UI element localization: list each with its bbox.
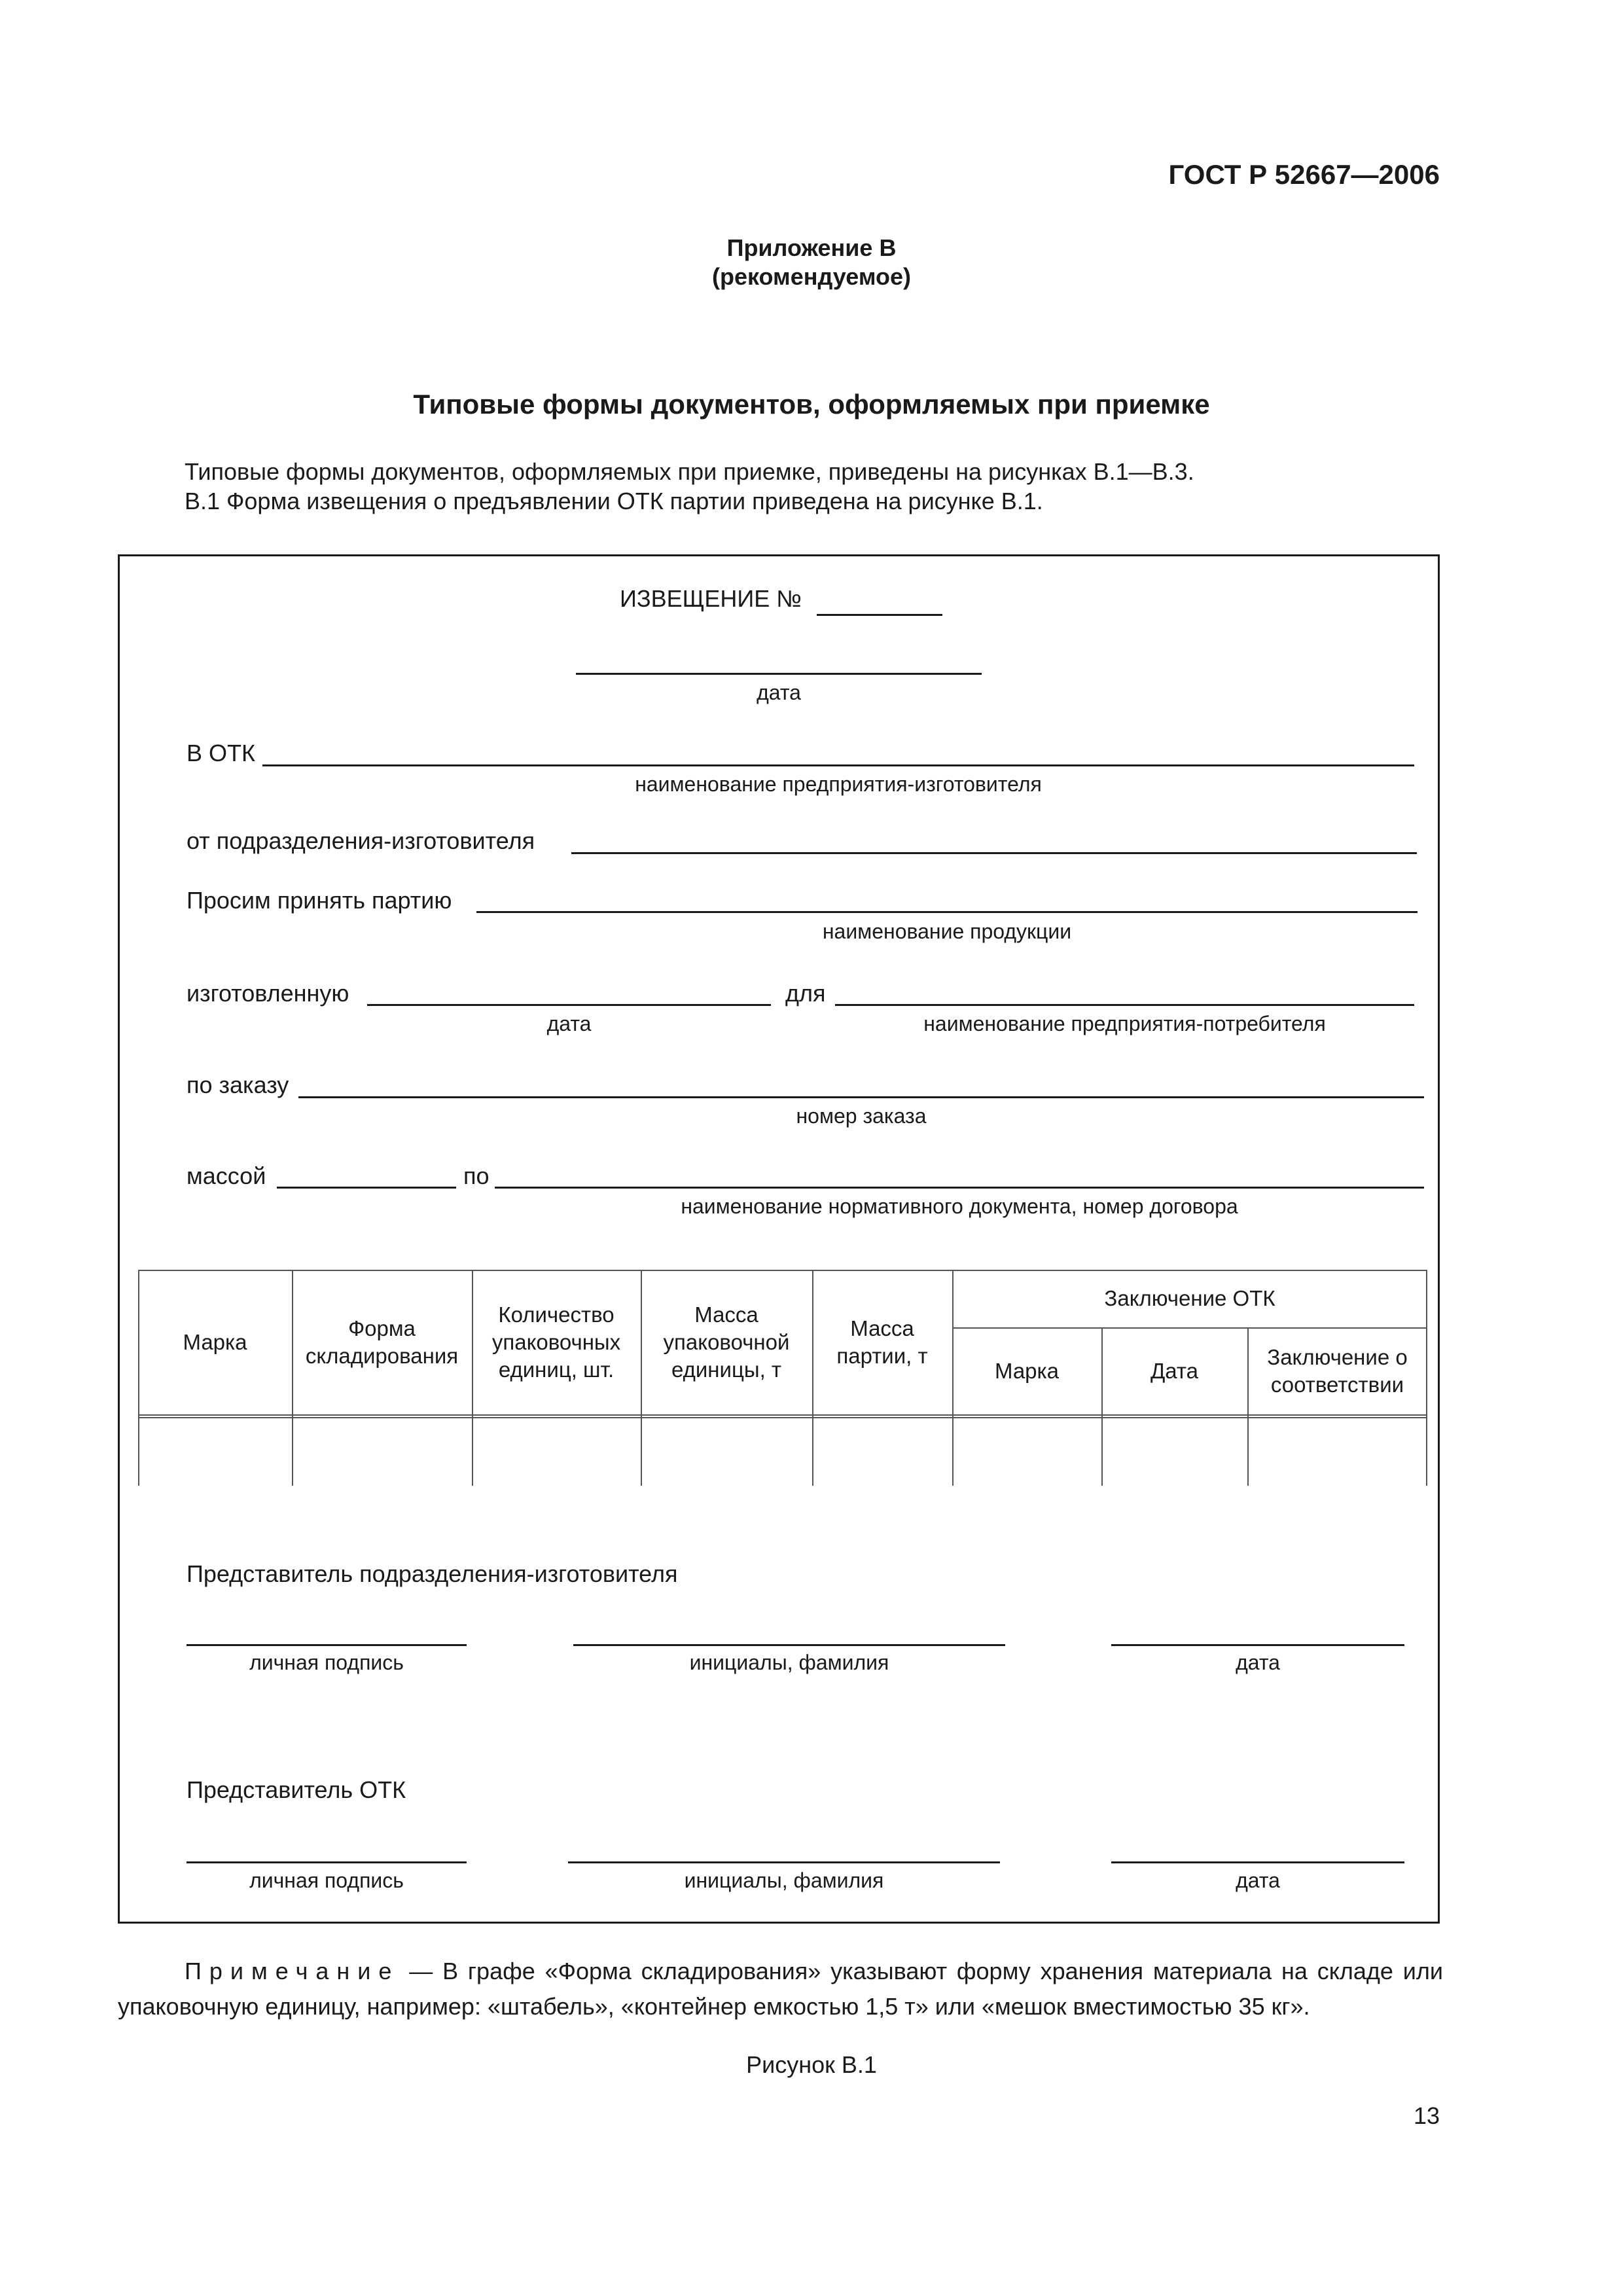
page-number: 13 bbox=[1413, 2102, 1440, 2129]
product-name-caption: наименование продукции bbox=[822, 920, 1072, 943]
product-name-field[interactable] bbox=[476, 911, 1418, 913]
standard-number: ГОСТ Р 52667—2006 bbox=[1168, 159, 1440, 190]
from-division-field[interactable] bbox=[571, 852, 1417, 854]
rep1-name-caption: инициалы, фамилия bbox=[689, 1651, 889, 1674]
intro-line-2: В.1 Форма извещения о предъявлении ОТК партии приведена на рисунке В.1. bbox=[185, 488, 1043, 514]
note-prefix: Примечание bbox=[185, 1958, 400, 1984]
rep1-title: Представитель подразделения-изготовителя bbox=[187, 1560, 678, 1587]
consumer-caption: наименование предприятия-потребителя bbox=[923, 1012, 1326, 1035]
col-header-otk-compliance: Заключение о соответствии bbox=[1267, 1344, 1408, 1397]
normative-document-caption: наименование нормативного документа, номер договора bbox=[681, 1194, 1238, 1218]
order-number-caption: номер заказа bbox=[796, 1104, 927, 1128]
consumer-field[interactable] bbox=[835, 1004, 1414, 1006]
note-paragraph bbox=[118, 1954, 1443, 2024]
from-division-label: от подразделения-изготовителя bbox=[187, 827, 535, 854]
col-header-storage-form: Форма складирования bbox=[305, 1316, 459, 1368]
notice-form bbox=[118, 554, 1440, 1924]
manufactured-label: изготовленную bbox=[187, 980, 349, 1007]
col-header-otk-grade: Марка bbox=[994, 1358, 1060, 1383]
order-label: по заказу bbox=[187, 1071, 289, 1098]
manufactured-date-caption: дата bbox=[546, 1012, 592, 1035]
col-header-grade: Марка bbox=[183, 1329, 247, 1354]
section-title: Типовые формы документов, оформляемых при приемке bbox=[413, 389, 1210, 420]
rep2-title: Представитель ОТК bbox=[187, 1776, 406, 1803]
rep1-date-caption: дата bbox=[1236, 1651, 1280, 1674]
table-row[interactable] bbox=[138, 1418, 1427, 1486]
figure-caption: Рисунок В.1 bbox=[746, 2051, 877, 2078]
rep2-signature-caption: личная подпись bbox=[249, 1869, 404, 1892]
mass-label: массой bbox=[187, 1162, 266, 1189]
accept-batch-label: Просим принять партию bbox=[187, 887, 452, 914]
form-title: ИЗВЕЩЕНИЕ № bbox=[620, 585, 802, 612]
col-header-otk-conclusion: Заключение ОТК bbox=[1104, 1286, 1275, 1310]
by-label: по bbox=[463, 1162, 490, 1189]
appendix-title: Приложение В bbox=[726, 234, 897, 261]
rep1-signature-caption: личная подпись bbox=[249, 1651, 404, 1674]
rep2-signature-field[interactable] bbox=[187, 1861, 467, 1863]
rep2-date-caption: дата bbox=[1236, 1869, 1280, 1892]
otk-label: В ОТК bbox=[187, 740, 255, 766]
table-header-bottom-border bbox=[138, 1414, 1427, 1416]
col-header-batch-mass: Масса партии, т bbox=[836, 1316, 928, 1368]
appendix-subtitle: (рекомендуемое) bbox=[712, 263, 911, 290]
mass-field[interactable] bbox=[277, 1187, 456, 1189]
rep2-name-caption: инициалы, фамилия bbox=[684, 1869, 884, 1892]
col-header-unit-count: Количество упаковочных единиц, шт. bbox=[491, 1302, 621, 1382]
notice-number-field[interactable] bbox=[817, 614, 942, 616]
rep1-name-field[interactable] bbox=[573, 1644, 1005, 1646]
otk-field[interactable] bbox=[262, 764, 1414, 766]
rep2-name-field[interactable] bbox=[568, 1861, 1000, 1863]
rep2-date-field[interactable] bbox=[1111, 1861, 1404, 1863]
for-label: для bbox=[785, 980, 826, 1007]
intro-line-1: Типовые формы документов, оформляемых при приемке, приведены на рисунках В.1—В.3. bbox=[185, 458, 1194, 485]
notice-date-field[interactable] bbox=[576, 673, 982, 675]
normative-document-field[interactable] bbox=[495, 1187, 1424, 1189]
notice-date-caption: дата bbox=[757, 681, 801, 704]
manufactured-date-field[interactable] bbox=[367, 1004, 771, 1006]
order-number-field[interactable] bbox=[298, 1096, 1424, 1098]
col-header-otk-date: Дата bbox=[1150, 1358, 1199, 1383]
rep1-date-field[interactable] bbox=[1111, 1644, 1404, 1646]
batch-table bbox=[138, 1270, 1427, 1486]
col-header-unit-mass: Масса упаковочной единицы, т bbox=[663, 1302, 790, 1382]
rep1-signature-field[interactable] bbox=[187, 1644, 467, 1646]
note-text: — В графе «Форма складирования» указывают форму хранения материала на складе или упаковочную единицу, например: «штабель», «контейнер емкостью 1,5 т» или «мешок вместимостью 35 кг». bbox=[118, 1958, 1443, 2020]
otk-caption: наименование предприятия-изготовителя bbox=[635, 772, 1042, 796]
